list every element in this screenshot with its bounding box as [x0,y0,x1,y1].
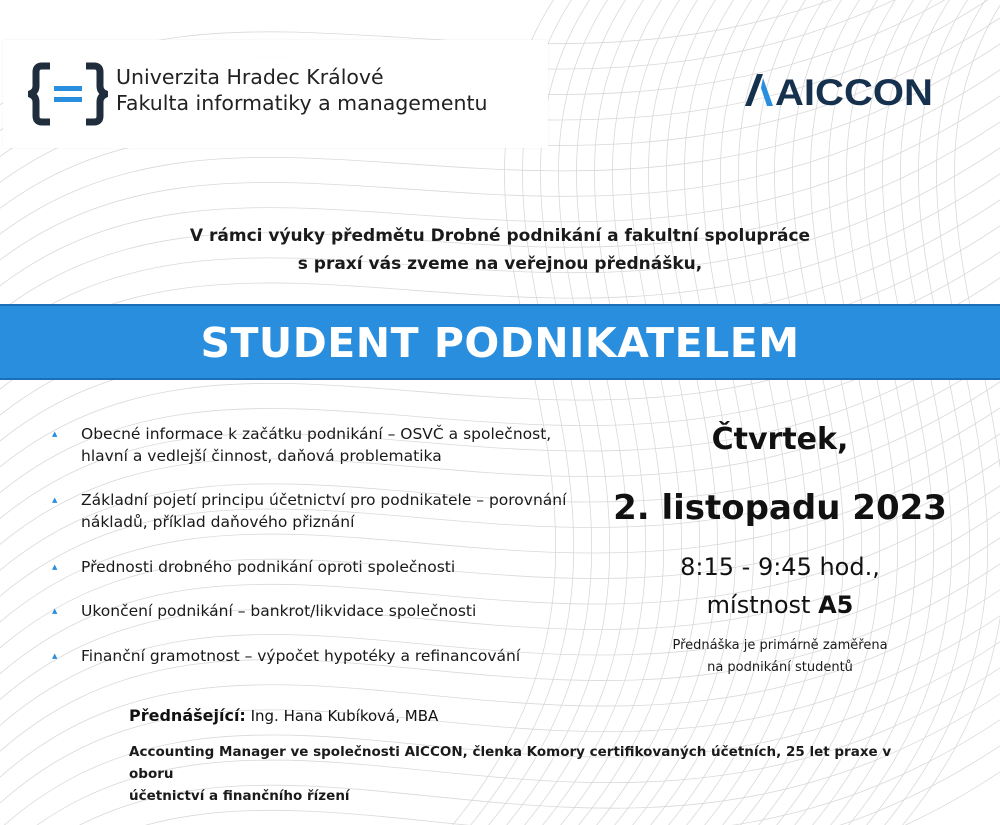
wave-line [872,0,992,825]
topic-line: Základní pojetí principu účetnictví pro podnikatele – porovnání [81,491,567,509]
event-time: 8:15 - 9:45 hod., [680,553,880,581]
topic-line: Finanční gramotnost – výpočet hypotéky a refinancování [81,647,521,665]
wave-line [566,0,686,825]
wave-line [692,0,812,825]
title-banner [0,304,1000,380]
aiccon-logo [743,70,935,110]
university-logo-panel [3,40,548,148]
lecturer-label: Přednášející: [129,706,246,725]
wave-line [674,0,794,825]
invitation-text [0,222,1000,278]
bullet-icon: ▲ [52,496,58,504]
wave-line [782,0,902,825]
bullet-icon: ▲ [52,430,58,438]
wave-line [620,0,740,825]
event-date: 2. listopadu 2023 [613,488,947,528]
wave-line [602,0,722,825]
wave-line [584,0,704,825]
lecturer-info [129,704,438,728]
topic-line: Obecné informace k začátku podnikání – OSVČ a společnost, [81,425,552,443]
bullet-icon: ▲ [52,607,58,615]
room-label: místnost [706,591,811,619]
wave-line [800,0,920,825]
bio-line1: Accounting Manager ve společnosti AICCON, členka Komory certifikovaných účetních, 25 let praxe v oboru [129,744,892,782]
bio-line2: účetnictví a finančního řízení [129,788,350,804]
event-day: Čtvrtek, [711,422,849,457]
lecturer-bio [129,741,909,807]
bullet-icon: ▲ [52,563,58,571]
invitation-line1: V rámci výuky předmětu Drobné podnikání a fakultní spolupráce [189,226,811,246]
note-line2: na podnikání studentů [707,660,853,675]
topic-line: hlavní a vedlejší činnost, daňová problematika [81,447,442,465]
invitation-line2: s praxí vás zveme na veřejnou přednášku, [297,254,703,274]
university-name [116,64,487,116]
wave-line [530,0,650,825]
bullet-icon: ▲ [52,652,58,660]
room-number: A5 [818,591,854,619]
lecturer-name: Ing. Hana Kubíková, MBA [250,707,439,725]
event-note [590,635,970,679]
event-details [590,420,970,675]
lecture-title: STUDENT PODNIKATELEM [200,319,800,367]
uhk-brackets-icon [28,62,108,126]
university-line1: Univerzita Hradec Králové [116,65,384,89]
event-room [590,587,970,623]
wave-line [710,0,830,825]
aiccon-logo-text: AICCON [775,72,933,110]
wave-line [728,0,848,825]
topic-line: Přednosti drobného podnikání oproti společnosti [81,558,456,576]
topic-line: Ukončení podnikání – bankrot/likvidace společnosti [81,602,477,620]
wave-line [548,0,668,825]
wave-line [836,0,956,825]
wave-line [656,0,776,825]
topic-line: nákladů, příklad daňového přiznání [81,513,355,531]
note-line1: Přednáška je primárně zaměřena [672,638,888,653]
wave-line [746,0,866,825]
faculty-line2: Fakulta informatiky a managementu [116,91,488,115]
